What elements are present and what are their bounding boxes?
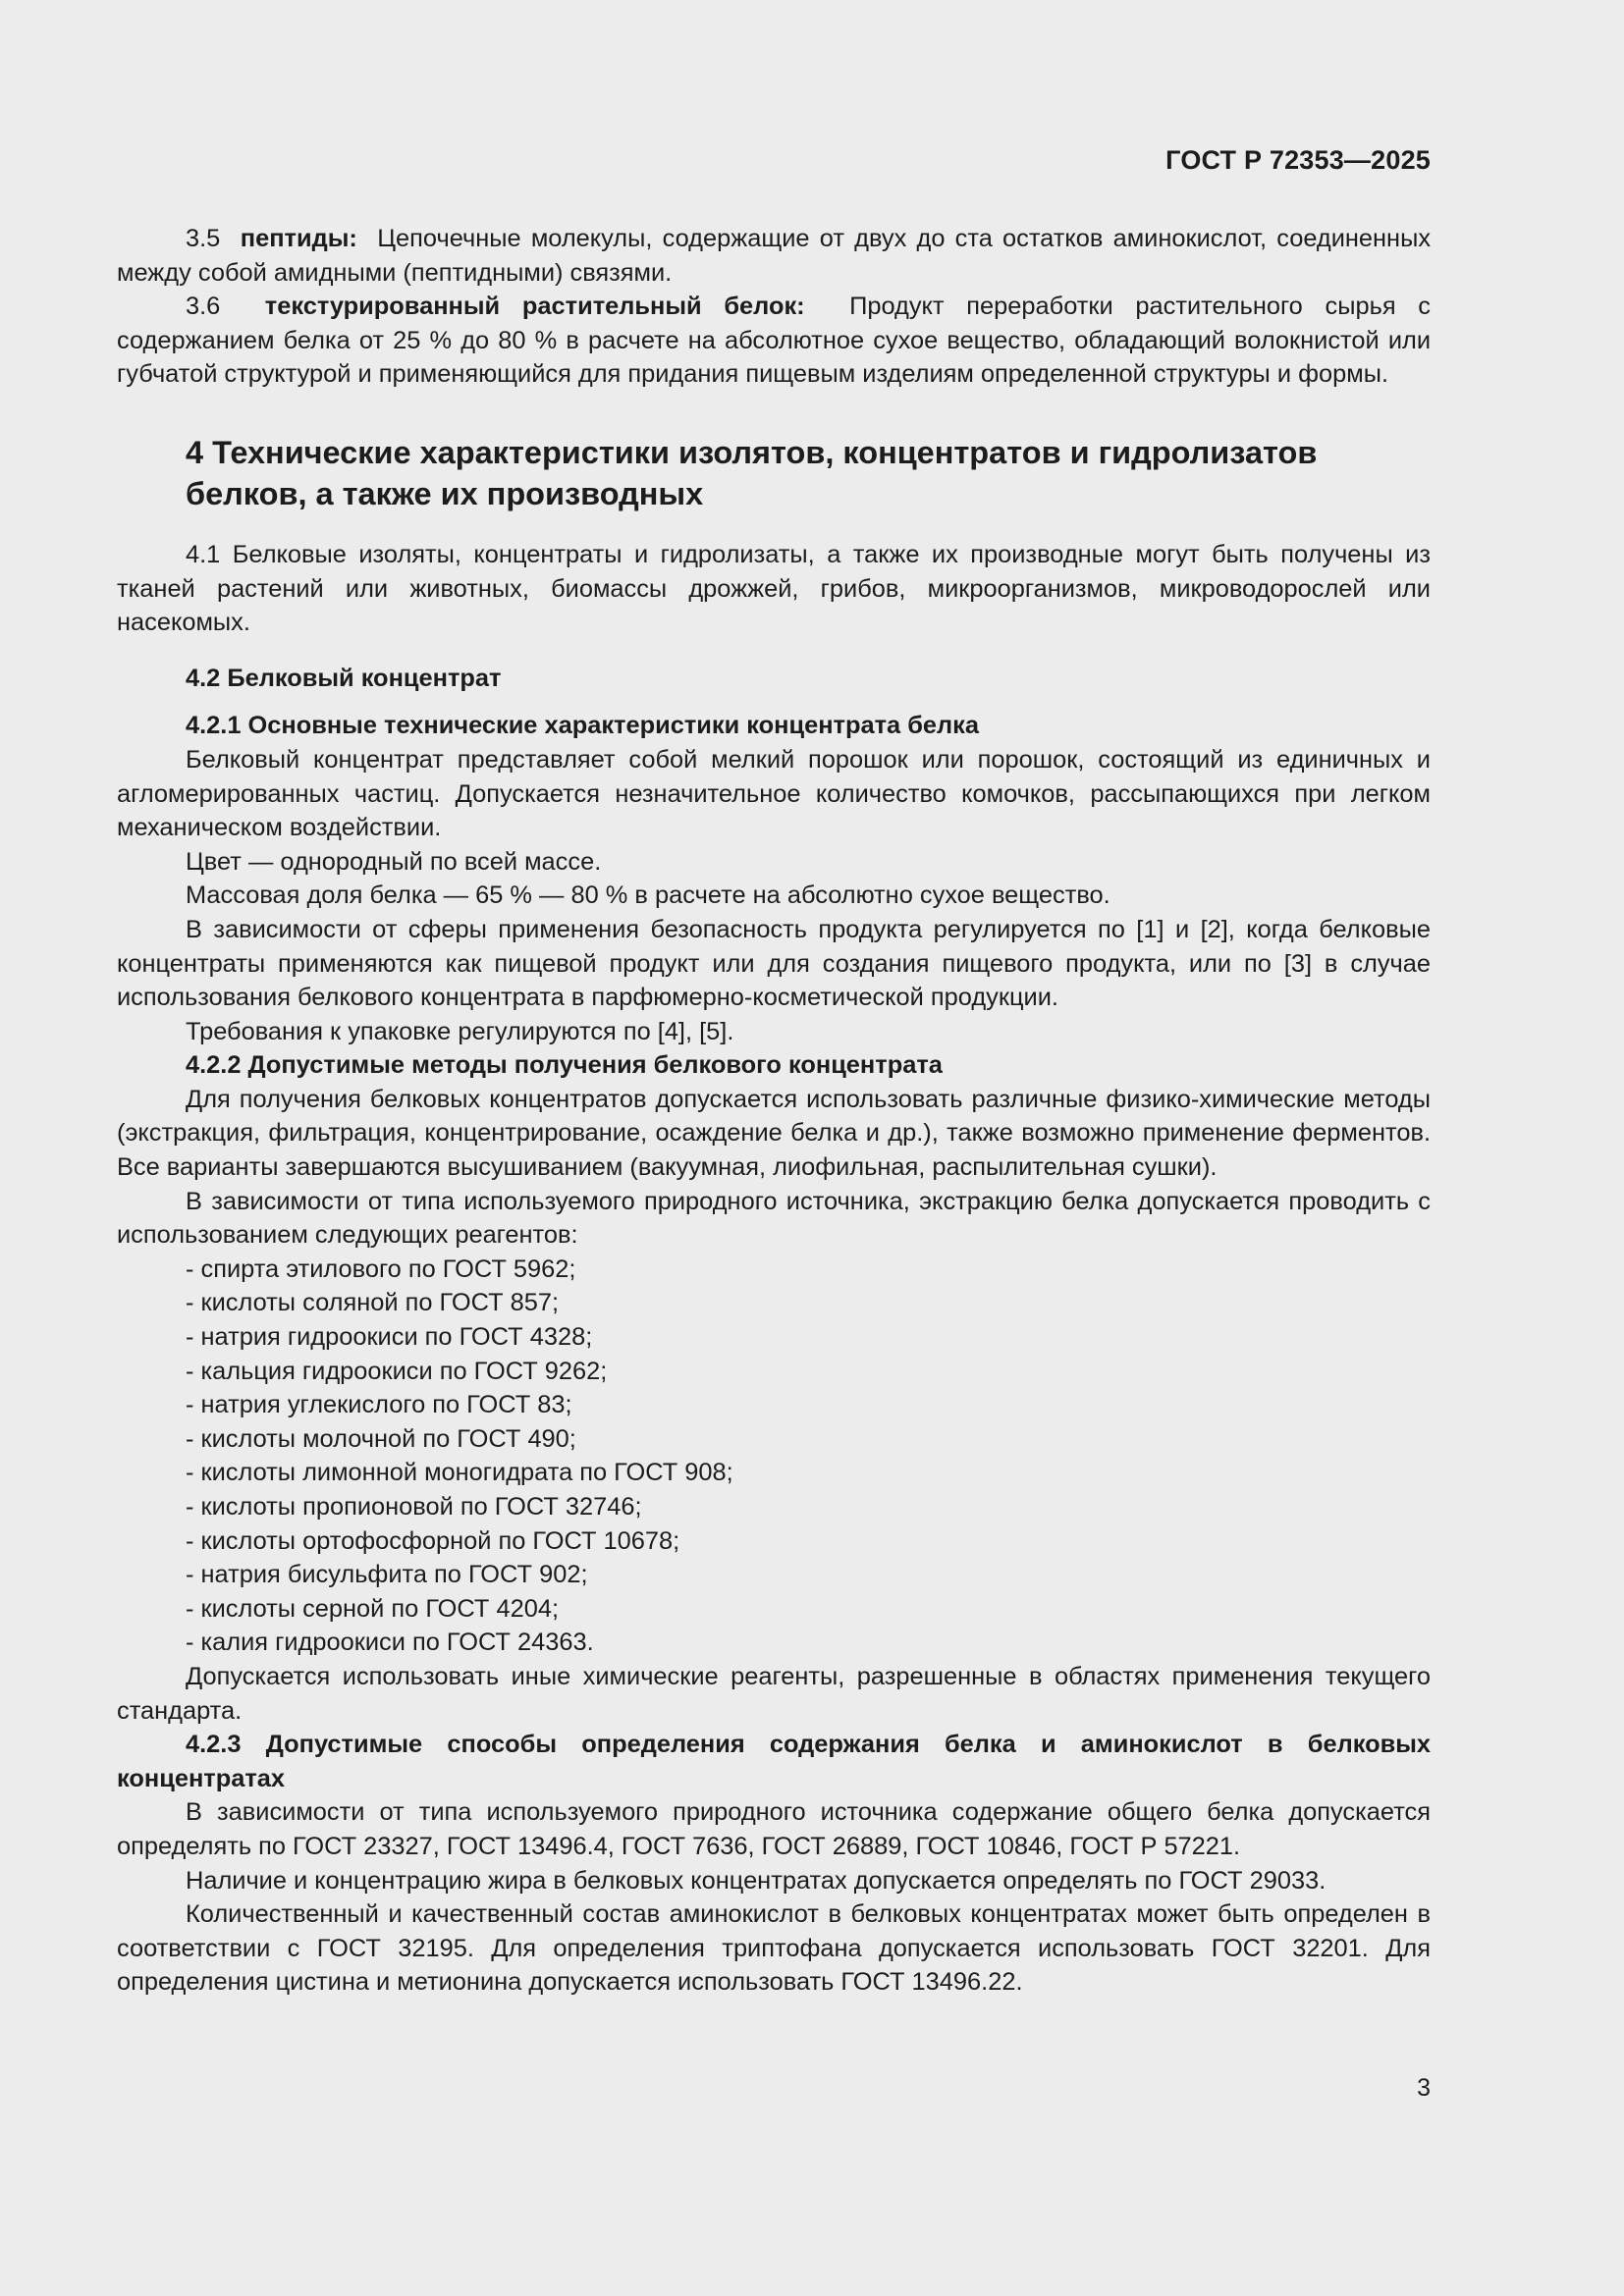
definition-3-5 <box>117 222 1431 290</box>
definition-3-6 <box>117 290 1431 392</box>
paragraph-4-2-1-safety: В зависимости от сферы применения безопасность продукта регулируется по [1] и [2], когда белковые концентраты применяются как пищевой продукт или для создания пищевого продукта, или по [3] в случае использования белкового концентрата в парфюмерно-косметической продукции. <box>117 915 1431 1012</box>
definition-text: Продукт переработки растительного сырья с содержанием белка от 25 % до 80 % в расчете на абсолютное сухое вещество, обладающий волокнистой или губчатой структурой и применяющийся для придания пищевым изделиям определенной структуры и формы. <box>117 293 1431 389</box>
definition-text: Цепочечные молекулы, содержащие от двух до ста остатков аминокислот, соединенных между собой амидными (пептидными) связями. <box>117 225 1432 287</box>
list-item: - кислоты ортофосфорной по ГОСТ 10678; <box>186 1526 680 1555</box>
subsection-4-2-heading: 4.2 Белковый концентрат <box>186 664 502 692</box>
list-item: - калия гидроокиси по ГОСТ 24363. <box>186 1629 594 1657</box>
list-item: - кальция гидроокиси по ГОСТ 9262; <box>186 1357 608 1385</box>
document-code-header: ГОСТ Р 72353—2025 <box>1165 145 1431 175</box>
list-item: - кислоты серной по ГОСТ 4204; <box>186 1594 560 1623</box>
subsection-4-2-3-heading: 4.2.3 Допустимые способы определения содержания белка и аминокислот в белковых концентратах <box>117 1731 1431 1792</box>
list-item: - кислоты пропионовой по ГОСТ 32746; <box>186 1493 642 1521</box>
subsection-4-2-2-heading: 4.2.2 Допустимые методы получения белкового концентрата <box>186 1051 943 1080</box>
paragraph-4-2-2-extraction: В зависимости от типа используемого природного источника, экстракцию белка допускается проводить с использованием следующих реагентов: <box>117 1187 1431 1250</box>
section-4-heading-line-2: белков, а также их производных <box>186 475 704 511</box>
paragraph-4-2-3-fat: Наличие и концентрацию жира в белковых концентратах допускается определять по ГОСТ 29033. <box>186 1866 1326 1895</box>
paragraph-4-2-3-amino-acids: Количественный и качественный состав аминокислот в белковых концентратах может быть определен в соответствии с ГОСТ 32195. Для определения триптофана допускается использовать ГОСТ 32201. Для определения цистина и метионина допускается использовать ГОСТ 13496.22. <box>117 1900 1431 1997</box>
paragraph-4-1: 4.1 Белковые изоляты, концентраты и гидролизаты, а также их производные могут быть получены из тканей растений или животных, биомассы дрожжей, грибов, микроорганизмов, микроводорослей или насекомых. <box>117 540 1431 637</box>
paragraph-4-2-2-other-reagents: Допускается использовать иные химические реагенты, разрешенные в областях применения текущего стандарта. <box>117 1662 1431 1725</box>
document-body <box>117 222 1431 2000</box>
definition-term: текстурированный растительный белок: <box>264 293 805 321</box>
paragraph-4-2-1-color: Цвет — однородный по всей массе. <box>186 847 602 876</box>
list-item: - кислоты молочной по ГОСТ 490; <box>186 1424 576 1453</box>
list-item: - кислоты соляной по ГОСТ 857; <box>186 1289 560 1317</box>
reagent-list <box>117 1253 1431 1660</box>
paragraph-4-2-2-methods: Для получения белковых концентратов допускается использовать различные физико-химические методы (экстракция, фильтрация, концентрирование, осаждение белка и др.), также возможно применение ферментов. Все варианты завершаются высушиванием (вакуумная, лиофильная, распылительная сушки). <box>117 1085 1431 1182</box>
definition-number: 3.6 <box>186 293 221 321</box>
paragraph-4-2-1-protein-share: Массовая доля белка — 65 % — 80 % в расчете на абсолютно сухое вещество. <box>186 881 1110 910</box>
list-item: - натрия гидроокиси по ГОСТ 4328; <box>186 1323 593 1352</box>
list-item: - натрия бисульфита по ГОСТ 902; <box>186 1561 588 1589</box>
definition-term: пептиды: <box>240 225 357 252</box>
paragraph-4-2-1-packaging: Требования к упаковке регулируются по [4], [5]. <box>186 1017 734 1045</box>
subsection-4-2-1-heading: 4.2.1 Основные технические характеристики концентрата белка <box>186 712 979 740</box>
document-page <box>117 0 1431 2296</box>
section-4-heading <box>186 432 1431 514</box>
section-4-heading-line-1: 4 Технические характеристики изолятов, концентратов и гидролизатов <box>186 434 1318 470</box>
paragraph-4-2-1-description: Белковый концентрат представляет собой мелкий порошок или порошок, состоящий из единичных и агломерированных частиц. Допускается незначительное количество комочков, рассыпающихся при легком механическом воздействии. <box>117 745 1431 842</box>
list-item: - кислоты лимонной моногидрата по ГОСТ 908; <box>186 1459 733 1487</box>
definition-number: 3.5 <box>186 225 221 252</box>
page-number: 3 <box>1417 2074 1431 2102</box>
paragraph-4-2-3-protein: В зависимости от типа используемого природного источника содержание общего белка допускается определять по ГОСТ 23327, ГОСТ 13496.4, ГОСТ 7636, ГОСТ 26889, ГОСТ 10846, ГОСТ Р 57221. <box>117 1798 1431 1860</box>
list-item: - спирта этилового по ГОСТ 5962; <box>186 1255 576 1283</box>
list-item: - натрия углекислого по ГОСТ 83; <box>186 1391 572 1419</box>
